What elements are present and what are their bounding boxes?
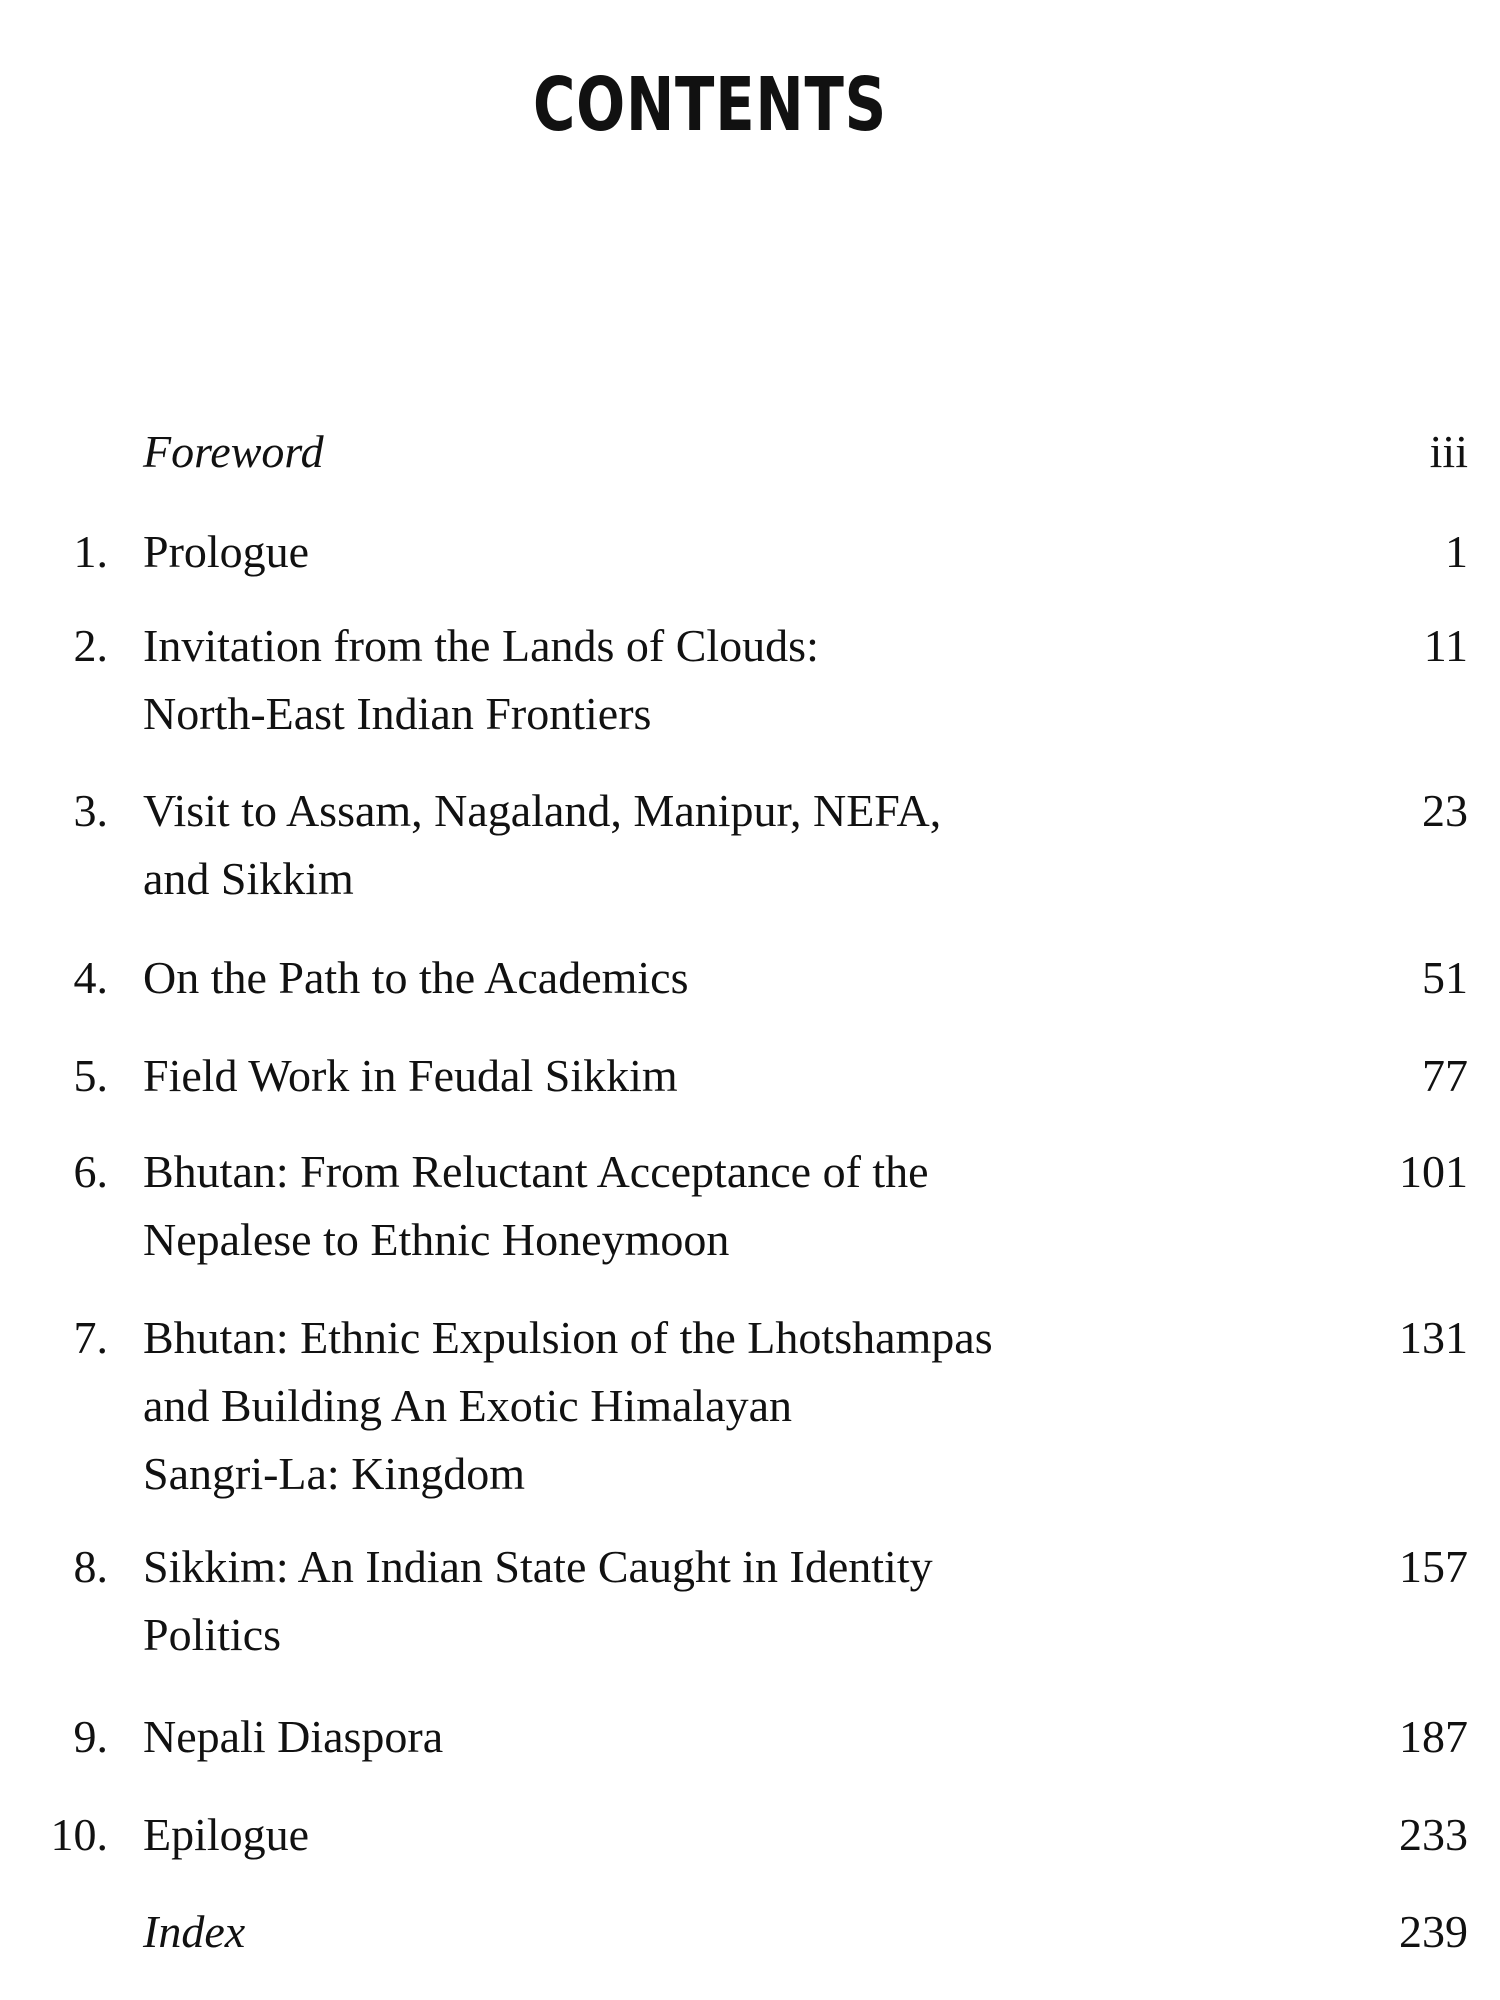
chapter-title-line: Nepali Diaspora — [143, 1711, 444, 1762]
chapter-number: 1. — [73, 526, 108, 577]
page-number: 101 — [1399, 1146, 1468, 1197]
chapter-title-line: Index — [143, 1906, 246, 1957]
chapter-title — [143, 612, 1293, 748]
page-number: 11 — [1423, 620, 1468, 671]
chapter-title — [143, 1304, 1293, 1508]
page-title: CONTENTS — [532, 62, 888, 148]
chapter-title-line: Bhutan: From Reluctant Acceptance of the — [143, 1146, 929, 1197]
page-number: iii — [1429, 426, 1468, 477]
chapter-title-line: Nepalese to Ethnic Honeymoon — [143, 1214, 730, 1265]
chapter-title-line: Visit to Assam, Nagaland, Manipur, NEFA, — [143, 785, 942, 836]
chapter-number: 4. — [73, 952, 108, 1003]
chapter-number: 3. — [73, 785, 108, 836]
chapter-number: 10. — [50, 1809, 108, 1860]
page-number: 157 — [1399, 1541, 1468, 1592]
chapter-title — [143, 1138, 1293, 1274]
page-number: 233 — [1399, 1809, 1468, 1860]
chapter-title — [143, 1801, 1293, 1869]
chapter-title — [143, 1042, 1293, 1110]
page-number: 239 — [1399, 1906, 1468, 1957]
page-number: 51 — [1422, 952, 1468, 1003]
chapter-number: 8. — [73, 1541, 108, 1592]
chapter-number: 7. — [73, 1312, 108, 1363]
chapter-title-line: Politics — [143, 1609, 282, 1660]
chapter-number: 6. — [73, 1146, 108, 1197]
chapter-number: 5. — [73, 1050, 108, 1101]
chapter-title-line: Field Work in Feudal Sikkim — [143, 1050, 678, 1101]
page-number: 77 — [1422, 1050, 1468, 1101]
chapter-title-line: On the Path to the Academics — [143, 952, 689, 1003]
chapter-title-line: Prologue — [143, 526, 310, 577]
chapter-title — [143, 518, 1293, 586]
page-number: 187 — [1399, 1711, 1468, 1762]
chapter-number: 9. — [73, 1711, 108, 1762]
chapter-title-line: and Building An Exotic Himalayan — [143, 1380, 793, 1431]
chapter-title-line: Sikkim: An Indian State Caught in Identity — [143, 1541, 933, 1592]
chapter-title-line: Bhutan: Ethnic Expulsion of the Lhotshampas — [143, 1312, 993, 1363]
chapter-title — [143, 418, 1293, 486]
chapter-title — [143, 1533, 1293, 1669]
chapter-title-line: Foreword — [143, 426, 324, 477]
chapter-title-line: Epilogue — [143, 1809, 310, 1860]
chapter-title — [143, 777, 1293, 913]
chapter-title-line: Invitation from the Lands of Clouds: — [143, 620, 819, 671]
chapter-title — [143, 944, 1293, 1012]
chapter-title-line: and Sikkim — [143, 853, 354, 904]
chapter-title — [143, 1898, 1293, 1966]
chapter-title-line: North-East Indian Frontiers — [143, 688, 652, 739]
chapter-title — [143, 1703, 1293, 1771]
page-number: 23 — [1422, 785, 1468, 836]
page-number: 131 — [1399, 1312, 1468, 1363]
chapter-title-line: Sangri-La: Kingdom — [143, 1448, 525, 1499]
chapter-number: 2. — [73, 620, 108, 671]
page-number: 1 — [1445, 526, 1468, 577]
